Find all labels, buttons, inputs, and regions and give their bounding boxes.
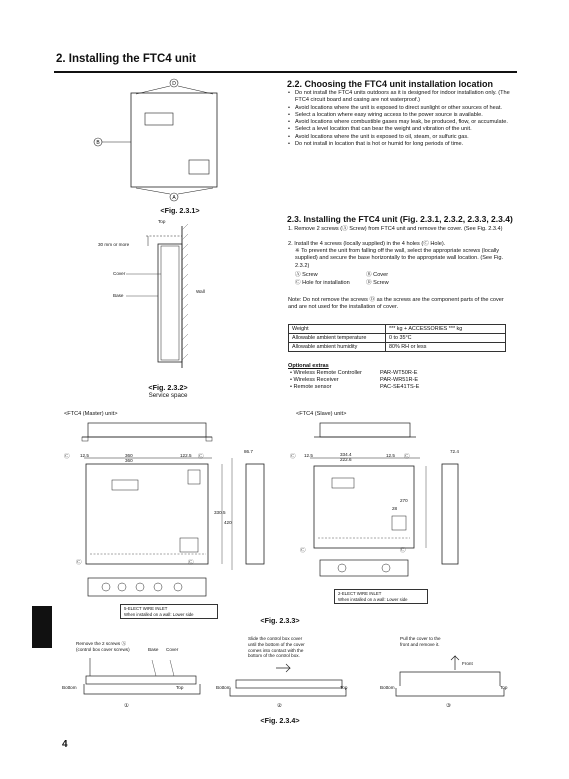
fig-2-3-3-caption: <Fig. 2.3.3> [260,616,300,625]
bullet-item: • Do not install the FTC4 units outdoors as it is designed for indoor installation only. (The FTC4 circuit board and casing are not waterproof.) [288,90,510,105]
master-inlet-title: 5-ELECT WIRE INLET [124,606,168,611]
fig-2-3-2-top-label: Top [158,219,166,224]
optional-item-name: • Remote sensor [290,384,332,390]
section-tab-marker [32,606,52,648]
bullet-item: • Avoid locations where the unit is exposed to oil, steam, or sulfuric gas. [288,134,510,141]
section-2-2-title: 2.2. Choosing the FTC4 unit installation location [287,79,494,89]
fig-2-3-4-step2-text: Slide the control box cover until the bottom of the cover comes into contact with the bottom of the control box. [248,636,305,659]
slave-inlet-title: 2-ELECT WIRE INLET [338,591,382,596]
spec-label: Allowable ambient temperature [289,334,386,343]
master-c-mark-top-right: Ⓒ [198,454,204,460]
page-title: 2. Installing the FTC4 unit [56,53,196,65]
legend-screw-a: Ⓐ Screw [295,272,318,278]
master-inlet-box [120,604,218,619]
section-2-3-title: 2.3. Installing the FTC4 unit (Fig. 2.3.1, 2.3.2, 2.3.3, 2.3.4) [287,214,513,224]
master-dim-height-2: 420 [224,520,232,525]
table-row [289,343,506,352]
legend-screw-d: Ⓓ Screw [366,280,389,286]
fig-2-3-2-cover-label: Cover [113,271,126,276]
fig-2-3-1-caption: <Fig. 2.3.1> [160,206,200,215]
master-c-mark-bottom-right: Ⓒ [188,560,194,566]
install-note: Note: Do not remove the screws Ⓓ as the screws are the component parts of the cover and are not used for the installation of cover. [288,297,504,311]
slave-inlet-box [334,589,428,604]
slave-c-mark-bottom: Ⓒ [300,548,306,554]
optional-extras-title: Optional extras [288,363,329,369]
legend-hole-c: Ⓒ Hole for installation [295,280,350,286]
master-dim-side: 86.7 [244,449,253,454]
master-dim-width-1: 360 [125,453,133,458]
page-number: 4 [62,739,68,750]
bullet-item: • Do not install in location that is hot or humid for long periods of time. [288,141,510,148]
unit-front [131,93,217,187]
unit-window [145,113,173,125]
section-2-2-bullets [288,90,510,148]
fig-2-3-4-step3-text: Pull the cover to the front and remove it. [400,636,441,647]
fig-2-3-4-bottom-label-3: Bottom [380,685,395,690]
master-inlet-note: When installed on a wall: Lower side [124,611,194,617]
fig-2-3-4-drawing [60,650,520,710]
table-row [289,334,506,343]
slave-c-mark-top-right: Ⓒ [404,454,410,460]
slave-dim-width-1: 334.4 [340,452,352,457]
fig-2-3-2-subcaption: Service space [148,392,188,399]
slave-c-mark-top: Ⓒ [290,454,296,460]
fig-2-3-4-top-label-2: Top [340,685,348,690]
slave-inlet-note: When installed on a wall: Lower side [338,596,408,602]
master-dim-width-2: 360 [125,458,133,463]
install-step-1: 1. Remove 2 screws (Ⓐ Screw) from FTC4 unit and remove the cover. (See Fig. 2.3.4) [288,226,503,232]
install-step-2: 2. Install the 4 screws (locally supplied) in the 4 holes (Ⓒ Hole). [288,241,446,247]
master-unit-label: <FTC4 (Master) unit> [64,411,118,417]
bullet-item: • Avoid locations where combustible gases may leak, be produced, flow, or accumulate. [288,119,510,126]
spec-label: Allowable ambient humidity [289,343,386,352]
optional-item-name: • Wireless Remote Controller [290,370,362,376]
slave-dim-height-2: 28 [392,506,398,511]
master-c-mark-bottom: Ⓒ [76,560,82,566]
bullet-item: • Select a level location that can bear the weight and vibration of the unit. [288,126,510,133]
install-step-2-note: ※ To prevent the unit from falling off the wall, select the appropriate screws (locally supplied) and secure the base horizontally to the appropriate wall location. (See Fig. 2.3.2) [295,248,504,269]
fig-2-3-3-slave-drawing [296,420,476,600]
spec-value: 80% RH or less [386,343,506,352]
unit-label-plate [189,160,209,174]
fig-2-3-4-front-label: Front [462,661,473,666]
label-a-bottom: A [172,195,176,201]
master-dim-right: 122.5 [180,453,192,458]
spec-value: 0 to 35°C [386,334,506,343]
title-rule [54,71,517,73]
spec-table [288,324,506,352]
optional-item-model: PAR-WT50R-E [380,370,418,376]
slave-dim-height-1: 270 [400,498,408,503]
master-dim-left: 12.5 [80,453,89,458]
fig-2-3-4-top-label-3: Top [500,685,508,690]
table-row [289,325,506,334]
fig-2-3-4-caption: <Fig. 2.3.4> [260,716,300,725]
fig-2-3-2-caption: <Fig. 2.3.2> [148,383,188,392]
fig-2-3-4-top-label-1: Top [176,685,184,690]
fig-2-3-4-bottom-label-1: Bottom [62,685,77,690]
bullet-item: • Select a location where easy wiring access to the power source is available. [288,112,510,119]
fig-2-3-2-base-label: Base [113,293,124,298]
fig-2-3-4-bottom-label-2: Bottom [216,685,231,690]
label-d-top: D [172,81,176,87]
fig-2-3-4-step1-text: Remove the 2 screws Ⓐ (control box cover screws) [76,641,130,652]
slave-dim-left: 12.5 [304,453,313,458]
legend-cover-b: Ⓑ Cover [366,272,389,278]
slave-dim-side: 72.4 [450,449,459,454]
fig-2-3-4-base-label: Base [148,647,159,652]
optional-item-model: PAC-SE41TS-E [380,384,420,390]
slave-unit-label: <FTC4 (Slave) unit> [296,411,347,417]
fig-2-3-2-clearance-label: 30 mm or more [98,242,130,247]
spec-value: *** kg + ACCESSORIES *** kg [386,325,506,334]
fig-2-3-1-drawing [90,75,280,205]
fig-2-3-4-step-num-1: ① [124,703,130,709]
slave-c-mark-bottom-right: Ⓒ [400,548,406,554]
master-c-mark-top: Ⓒ [64,454,70,460]
fig-2-3-4-cover-label: Cover [166,647,179,652]
fig-2-3-4-step-num-3: ③ [446,703,452,709]
fig-2-3-4-step-num-2: ② [277,703,283,709]
fig-2-3-2-wall-label: Wall [196,289,205,294]
fig-2-3-3-master-drawing [60,420,270,620]
master-dim-height-1: 330.5 [214,510,226,515]
slave-dim-width-2: 222.6 [340,457,352,462]
slave-dim-right: 12.5 [386,453,395,458]
optional-item-model: PAR-WR51R-E [380,377,419,383]
optional-item-name: • Wireless Receiver [290,377,339,383]
spec-label: Weight [289,325,386,334]
label-b-left: B [96,140,100,146]
bullet-item: • Avoid locations where the unit is exposed to direct sunlight or other sources of heat. [288,105,510,112]
